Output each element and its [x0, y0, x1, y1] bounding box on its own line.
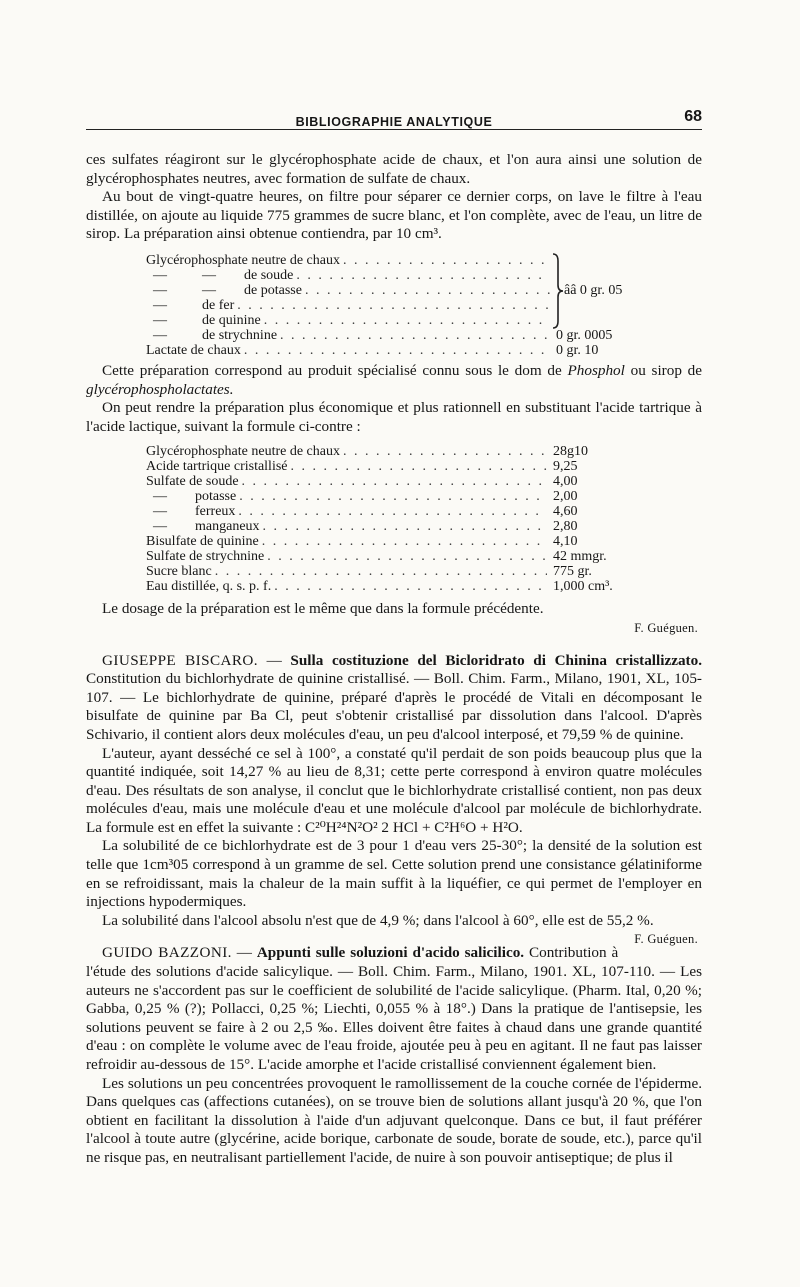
formula-row	[146, 489, 643, 504]
formula-row	[146, 564, 643, 579]
mid-paragraph-1	[86, 362, 702, 399]
article-title: Sulla costituzione del Bicloridrato di Chinina cristallizzato.	[290, 651, 702, 669]
page-number: 68	[684, 108, 702, 125]
signature: F. Guéguen.	[634, 932, 698, 947]
formula-label: Bisulfate de quinine	[146, 534, 259, 550]
mid-text: Cette préparation correspond au produit spécialisé connu sous le dom de	[102, 361, 568, 379]
formula-label: — ferreux	[146, 504, 236, 520]
article-body: Constitution du bichlorhydrate de quinine cristallisé. — Boll. Chim. Farm., Milano, 1901, XL, 105-107. — Le bichlorhydrate de quinine, préparé d'après le procédé de Vitali en décomposant le bisulfate de quinine par Ba Cl, peut s'obtenir cristallisé par dissolution dans l'alcool. D'après Schivario, il contient alors deux molécules d'eau, un peu d'alcool interposé, et 79,59 % de quinine.	[86, 670, 702, 743]
formula-value: 2,00	[553, 489, 578, 505]
article-bazzoni	[86, 944, 702, 1167]
formula-label: — manganeux	[146, 519, 260, 535]
article-paragraph: L'auteur, ayant desséché ce sel à 100°, a constaté qu'il perdait de son poids beaucoup plus que la quantité indiquée, soit 14,27 % au lieu de 8,31; cette perte correspond à environ quatre molécules d'eau. Des résultats de son analyse, il conclut que le bichlorhydrate cristallisé contient, non pas deux molécules d'eau, mais une molécule d'eau et une molécule d'alcool par molécule de bichlorhydrate. La formule est en effet la suivante : C²⁰H²⁴N²O² 2 HCl + C²H⁶O + H²O.	[86, 744, 702, 836]
formula-row	[146, 459, 643, 474]
dosage-note: Le dosage de la préparation est le même que dans la formule précédente.	[102, 600, 544, 618]
formula-value: 28g10	[553, 444, 588, 460]
formula-label: Sulfate de strychnine	[146, 549, 265, 565]
intro-paragraph-1: ces sulfates réagiront sur le glycérophosphate acide de chaux, et l'on aura ainsi une solution de glycérophosphates neutres, avec formation de sulfate de chaux.	[86, 151, 702, 187]
formula-row	[146, 519, 643, 534]
article-biscaro	[86, 651, 702, 947]
formula-row	[146, 328, 686, 343]
formula-label: — de fer	[146, 297, 235, 313]
formula-value: 0 gr. 10	[556, 342, 599, 358]
formula-label: — potasse	[146, 489, 237, 505]
mid-paragraph-2: On peut rendre la préparation plus économique et plus rationnell en substituant l'acide tartrique à l'acide lactique, suivant la formule ci-contre :	[86, 399, 702, 435]
running-title: BIBLIOGRAPHIE ANALYTIQUE	[295, 115, 493, 129]
formula-table-2	[146, 444, 643, 594]
page-body	[86, 151, 702, 1168]
formula-row	[146, 504, 643, 519]
article-paragraph: Les solutions un peu concentrées provoquent le ramollissement de la couche cornée de l'épiderme. Dans quelques cas (affections cutanées), on se trouve bien de solutions allant jusqu'à 20 %, que l'on obtient en facilitant la dissolution à l'aide d'un adjuvant quelconque. Dans ce but, il faut préférer l'alcool à toute autre (glycérine, acide borique, carbonate de soude, borate de soude, etc.), parce qu'il ne risque pas, en neutralisant partiellement l'acide, de nuire à son pouvoir antiseptique; de plus il	[86, 1074, 702, 1166]
formula-row	[146, 474, 643, 489]
article-lead: GIUSEPPE BISCARO. — Sulla costituzione del Bicloridrato di Chinina cristallizzato. Constitution du bichlorhydrate de quinine cristallisé. — Boll. Chim. Farm., Milano, 1901, XL, 105-107. — Le bichlorhydrate de quinine, préparé d'après le procédé de Vitali en décomposant le bisulfate de quinine par Ba Cl, peut s'obtenir cristallisé par dissolution dans l'alcool. D'après Schivario, il contient alors deux molécules d'eau, un peu d'alcool interposé, et 79,59 % de quinine.	[86, 651, 702, 743]
formula-label: Sulfate de soude	[146, 474, 239, 490]
formula-value: 1,000 cm³.	[553, 579, 613, 595]
formula-label: Sucre blanc	[146, 564, 212, 580]
formula-value: 775 gr.	[553, 564, 592, 580]
formula-value: 2,80	[553, 519, 578, 535]
formula-value: 4,10	[553, 534, 578, 550]
formula-value: 4,00	[553, 474, 578, 490]
formula-row	[146, 343, 686, 358]
formula-row	[146, 313, 686, 328]
formula-row	[146, 534, 643, 549]
article-paragraph: La solubilité de ce bichlorhydrate est de 3 pour 1 d'eau vers 25-30°; la densité de la solution est telle que 1cm³05 correspond à un gramme de sel. Cette solution prend une consistance gélatiniforme en se refroidissant, mais la chaleur de la main suffit à la liquéfier, ce qui permet de l'employer en injections hypodermiques.	[86, 837, 702, 911]
formula-label: Acide tartrique cristallisé	[146, 459, 288, 475]
formula-label: — de quinine	[146, 312, 261, 328]
formula-label: — de strychnine	[146, 327, 278, 343]
formula-table-1	[146, 253, 686, 358]
signature: F. Guéguen.	[634, 620, 698, 635]
formula-label: Glycérophosphate neutre de chaux	[146, 444, 340, 460]
formula-row	[146, 444, 643, 459]
formula-row	[146, 579, 643, 594]
formula-row	[146, 549, 643, 564]
running-header	[86, 105, 702, 130]
formula-label: Eau distillée, q. s. p. f.	[146, 579, 272, 595]
formula-value: 4,60	[553, 504, 578, 520]
product-name-2: glycérophospholactates.	[86, 380, 234, 398]
brace-icon	[552, 253, 564, 329]
article-lead: GUIDO BAZZONI. — Appunti sulle soluzioni d'acido salicilico. Contribution à l'étude des solutions d'acide salicylique. — Boll. Chim. Farm., Milano, 1901. XL, 107-110. — Les auteurs ne s'accordent pas sur le coefficient de solubilité de l'acide salicylique. (Pharm. Ital, 0,20 %; Gabba, 0,25 % (?); Pollacci, 0,25 %; Liechti, 0,055 % à 18°.) Dans la pratique de l'antisepsie, les solutions peuvent se faire à 2 ou 2,5 ‰. Elles doivent être faites à chaud dans une grande quantité d'eau : on complète le volume avec de l'eau froide, ajoutée peu à peu en agitant. Il ne faut pas laisser refroidir au-dessous de 15°. L'acide amorphe et l'acide cristallisé conviennent également bien.	[86, 944, 702, 1073]
formula-label: — — de potasse	[146, 282, 302, 298]
formula-row	[146, 253, 686, 268]
article-author: GUIDO BAZZONI.	[102, 944, 232, 962]
intro-paragraph-2: Au bout de vingt-quatre heures, on filtre pour séparer ce dernier corps, on lave le filtre à l'eau distillée, on ajoute au liquide 775 grammes de sucre blanc, et l'on complète, avec de l'eau, un litre de sirop. La préparation ainsi obtenue contiendra, par 10 cm³.	[86, 188, 702, 243]
article-title: Appunti sulle soluzioni d'acido salicilico.	[256, 944, 525, 962]
mid-text: ou sirop de	[624, 361, 702, 379]
formula-row	[146, 268, 686, 283]
formula-row	[146, 298, 686, 313]
article-text: La solubilité dans l'alcool absolu n'est que de 4,9 %; dans l'alcool à 60°, elle est de 55,2 %.	[102, 911, 654, 929]
formula-label: Lactate de chaux	[146, 342, 241, 358]
article-author: GIUSEPPE BISCARO.	[102, 651, 258, 669]
product-name: Phosphol	[567, 361, 625, 379]
formula-label: Glycérophosphate neutre de chaux	[146, 252, 340, 268]
formula-label: — — de soude	[146, 267, 294, 283]
group-dose: ââ 0 gr. 05	[564, 282, 623, 298]
article-body: Contribution à l'étude des solutions d'acide salicylique. — Boll. Chim. Farm., Milano, 1901. XL, 107-110. — Les auteurs ne s'accordent pas sur le coefficient de solubilité de l'acide salicylique. (Pharm. Ital, 0,20 %; Gabba, 0,25 % (?); Pollacci, 0,25 %; Liechti, 0,055 % à 18°.) Dans la pratique de l'antisepsie, les solutions peuvent se faire à 2 ou 2,5 ‰. Elles doivent être faites à chaud dans une grande quantité d'eau : on complète le volume avec de l'eau froide, ajoutée peu à peu en agitant. Il ne faut pas laisser refroidir au-dessous de 15°. L'acide amorphe et l'acide cristallisé conviennent également bien.	[86, 944, 702, 1073]
formula-value: 42 mmgr.	[553, 549, 607, 565]
article-paragraph-last	[86, 911, 702, 947]
formula-value: 0 gr. 0005	[556, 327, 613, 343]
formula-value: 9,25	[553, 459, 578, 475]
